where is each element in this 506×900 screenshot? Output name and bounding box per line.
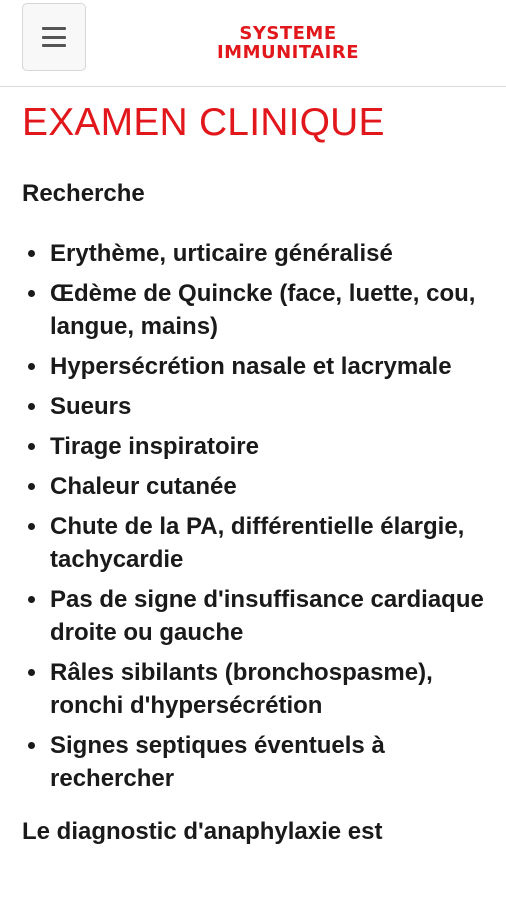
article-content bbox=[0, 99, 506, 848]
list-item: Hypersécrétion nasale et lacrymale bbox=[22, 350, 484, 383]
menu-button[interactable] bbox=[22, 3, 86, 71]
list-item: Chaleur cutanée bbox=[22, 470, 484, 503]
findings-list bbox=[22, 237, 484, 795]
list-item: Erythème, urticaire généralisé bbox=[22, 237, 484, 270]
hamburger-icon bbox=[42, 27, 66, 47]
section-intro: Recherche bbox=[22, 180, 145, 207]
brand-title[interactable]: SYSTEME IMMUNITAIRE bbox=[216, 23, 360, 63]
list-item: Tirage inspiratoire bbox=[22, 430, 484, 463]
list-item: Œdème de Quincke (face, luette, cou, langue, mains) bbox=[22, 277, 484, 343]
conclusion-text: Le diagnostic d'anaphylaxie est bbox=[22, 818, 383, 845]
list-item: Sueurs bbox=[22, 390, 484, 423]
list-item: Râles sibilants (bronchospasme), ronchi d'hypersécrétion bbox=[22, 656, 484, 722]
list-item: Chute de la PA, différentielle élargie, tachycardie bbox=[22, 510, 484, 576]
list-item: Pas de signe d'insuffisance cardiaque droite ou gauche bbox=[22, 583, 484, 649]
list-item: Signes septiques éventuels à rechercher bbox=[22, 729, 484, 795]
app-bar bbox=[0, 0, 506, 87]
page-title: EXAMEN CLINIQUE bbox=[22, 101, 385, 144]
